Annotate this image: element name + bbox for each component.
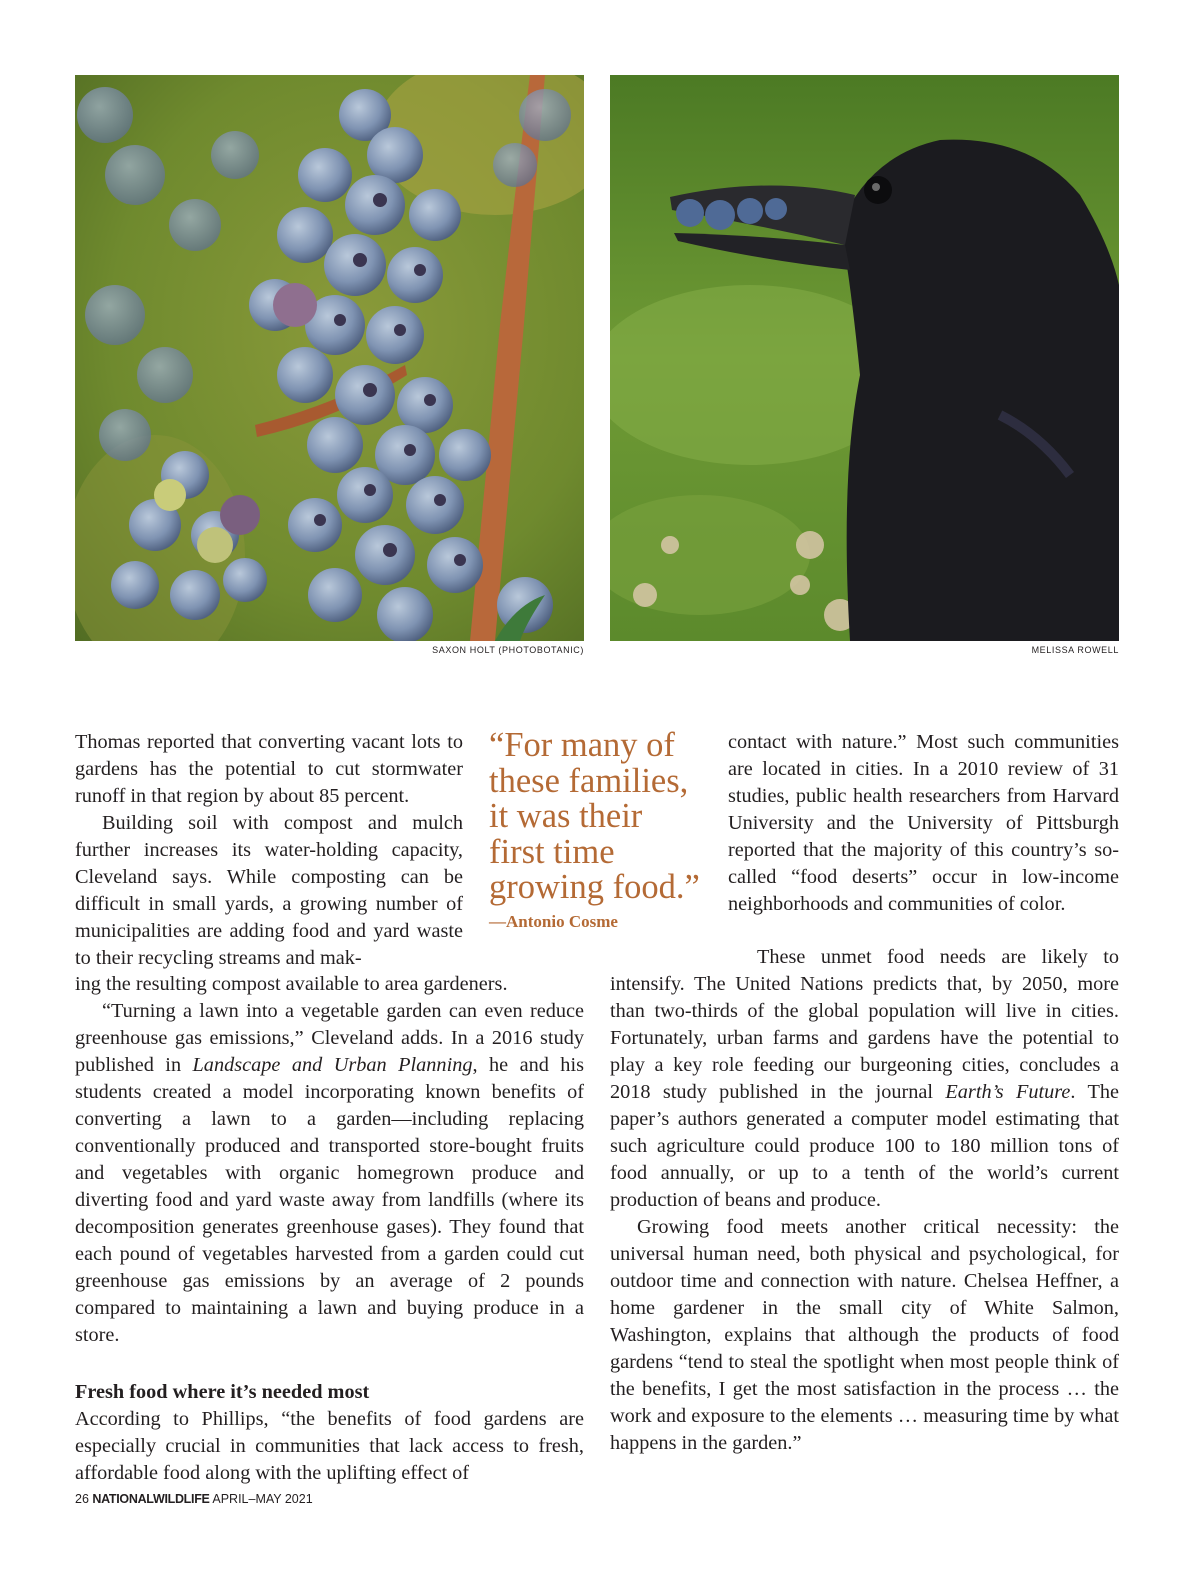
body-paragraph: Thomas reported that converting vacant lots to gardens has the potential to cut stormwater runoff in that region by about 85 percent. [75,731,463,807]
body-text: . The paper’s authors generated a computer model estimating that such agriculture could produce 100 to 180 million tons of food annually, or up to a tenth of the world’s current production of beans and produce. [610,1081,1119,1211]
page-footer [75,1492,313,1506]
body-text: These unmet food needs are likely to intensify. The United Nations predicts that, by 2050, more than two-thirds of the global population will live in cities. Fortunately, urban farms and gardens have the potential to play a key role feeding our burgeoning cities, concludes a 2018 study published in the journal [610,946,1119,1103]
body-text: “Turning a lawn into a vegetable garden can even reduce greenhouse gas emissions,” Cleveland adds. In a 2016 study published in [75,1000,584,1076]
body-paragraph [75,998,584,1349]
pull-quote [489,728,714,906]
pull-quote-line: it was their [489,797,643,835]
photo-credit-left: SAXON HOLT (PHOTOBOTANIC) [432,645,584,655]
photo-credit-right: MELISSA ROWELL [1031,645,1119,655]
pull-quote-line: “For many of [489,726,675,764]
issue-date: APRIL–MAY 2021 [212,1492,313,1506]
crow-with-blueberries-photo [610,75,1119,641]
pull-quote-line: growing food.” [489,868,700,906]
right-column-upper [728,729,1119,918]
pull-quote-line: these families, [489,761,689,800]
journal-title: Earth’s Future [945,1081,1071,1103]
body-paragraph: Growing food meets another critical necessity: the universal human need, both physical and psychological, for outdoor time and connection with nature. Chelsea Heffner, a home gardener in the small city of White Salmon, Washington, explains that although the products of food gardens “tend to steal the spotlight when most people think of the benefits, I get the most satisfaction in the process … the work and exposure to the elements … measuring time by what happens in the garden.” [610,1216,1119,1454]
magazine-name: NATIONALWILDLIFE [92,1492,210,1506]
pull-quote-line: first time [489,832,615,871]
blueberry-cluster-photo [75,75,584,641]
body-paragraph: ing the resulting compost available to area gardeners. [75,973,508,995]
body-paragraph: According to Phillips, “the benefits of food gardens are especially crucial in communities that lack access to fresh, affordable food along with the uplifting effect of [75,1408,584,1484]
body-text: , he and his students created a model incorporating known benefits of converting a lawn to a garden—including replacing conventionally produced and transported store-bought fruits and vegetables with organic homegrown produce and diverting food and yard waste away from landfills (where its decomposition generates greenhouse gases). They found that each pound of vegetables harvested from a garden could cut greenhouse gas emissions by an average of 2 pounds compared to maintaining a lawn and buying produce in a store. [75,1054,584,1346]
body-paragraph [610,944,1119,1214]
body-paragraph: Building soil with compost and mulch further increases its water-holding capacity, Cleveland says. While composting can be difficult in small yards, a growing number of municipalities are adding food and yard waste to their recycling streams and mak- [75,812,463,969]
section-heading: Fresh food where it’s needed most [75,1381,370,1403]
page-number: 26 [75,1492,89,1506]
left-column-lower [75,971,584,1487]
journal-title: Landscape and Urban Planning [192,1054,473,1076]
body-paragraph: contact with nature.” Most such communities are located in cities. In a 2010 review of 31 studies, public health researchers from Harvard University and the University of Pittsburgh reported that the majority of this country’s so-called “food deserts” occur in low-income neighborhoods and communities of color. [728,731,1119,915]
pull-quote-attribution: —Antonio Cosme [489,912,618,931]
right-column-lower [610,944,1119,1457]
left-column-upper [75,729,463,972]
